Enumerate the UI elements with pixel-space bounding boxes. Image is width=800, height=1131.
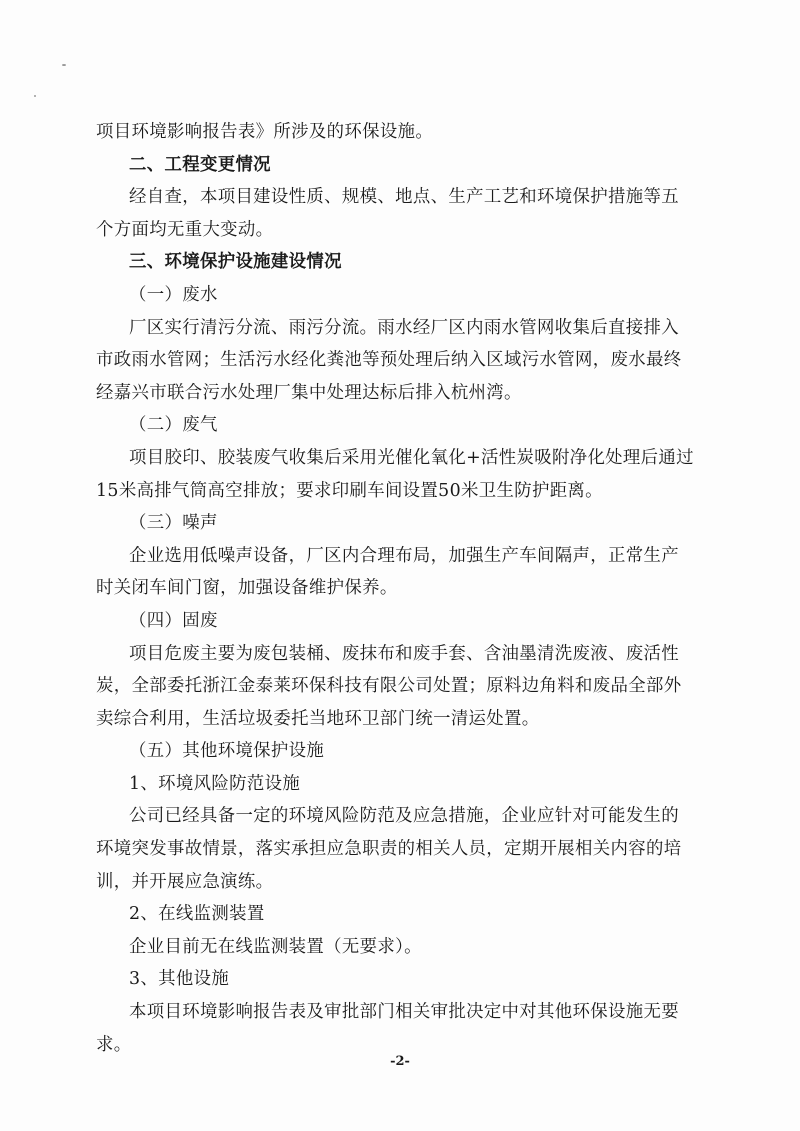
subsection-heading-wastewater: （一）废水 xyxy=(129,284,218,305)
paragraph-line: 公司已经具备一定的环境风险防范及应急措施，企业应针对可能发生的 xyxy=(129,806,679,827)
document-body xyxy=(96,116,720,1061)
paragraph-continuation: 项目环境影响报告表》所涉及的环保设施。 xyxy=(96,122,434,142)
paragraph-line: 本项目环境影响报告表及审批部门相关审批决定中对其他环保设施无要 xyxy=(129,1002,679,1023)
paragraph-line: 15米高排气筒高空排放；要求印刷车间设置50米卫生防护距离。 xyxy=(96,480,603,501)
item-heading-other-facilities: 3、其他设施 xyxy=(129,969,230,990)
section-heading-project-changes: 二、工程变更情况 xyxy=(129,154,271,175)
subsection-heading-noise: （三）噪声 xyxy=(129,513,218,534)
paragraph-line: 求。 xyxy=(96,1034,132,1055)
item-heading-online-monitoring: 2、在线监测装置 xyxy=(129,904,265,925)
subsection-heading-other: （五）其他环境保护设施 xyxy=(129,741,325,762)
paragraph-line: 项目危废主要为废包装桶、废抹布和废手套、含油墨清洗废液、废活性 xyxy=(129,643,679,664)
paragraph-line: 时关闭车间门窗，加强设备维护保养。 xyxy=(96,578,398,599)
item-heading-risk-prevention: 1、环境风险防范设施 xyxy=(129,773,301,794)
subsection-heading-solid-waste: （四）固废 xyxy=(129,610,218,631)
section-heading-env-facilities: 三、环境保护设施建设情况 xyxy=(129,252,342,273)
paragraph-line: 个方面均无重大变动。 xyxy=(96,219,274,240)
paragraph-line: 项目胶印、胶装废气收集后采用光催化氧化+活性炭吸附净化处理后通过 xyxy=(129,447,694,468)
paragraph-line: 厂区实行清污分流、雨污分流。雨水经厂区内雨水管网收集后直接排入 xyxy=(129,317,679,338)
paragraph-line: 卖综合利用，生活垃圾委托当地环卫部门统一清运处置。 xyxy=(96,708,540,729)
paragraph-line: 炭，全部委托浙江金泰莱环保科技有限公司处置；原料边角料和废品全部外 xyxy=(96,676,682,697)
paragraph-line: 企业选用低噪声设备，厂区内合理布局，加强生产车间隔声，正常生产 xyxy=(129,545,679,566)
paragraph-line: 经自查，本项目建设性质、规模、地点、生产工艺和环境保护措施等五 xyxy=(129,187,679,208)
scan-speck xyxy=(34,95,36,97)
paragraph-line: 环境突发事故情景，落实承担应急职责的相关人员，定期开展相关内容的培 xyxy=(96,839,682,860)
paragraph-line: 企业目前无在线监测装置（无要求）。 xyxy=(129,936,422,957)
paragraph-line: 训，并开展应急演练。 xyxy=(96,871,274,892)
paragraph-line: 市政雨水管网；生活污水经化粪池等预处理后纳入区域污水管网，废水最终 xyxy=(96,350,682,371)
paragraph-line: 经嘉兴市联合污水处理厂集中处理达标后排入杭州湾。 xyxy=(96,382,522,403)
scan-speck xyxy=(62,64,66,66)
page-number: -2- xyxy=(390,1054,410,1069)
subsection-heading-exhaust: （二）废气 xyxy=(129,415,218,436)
